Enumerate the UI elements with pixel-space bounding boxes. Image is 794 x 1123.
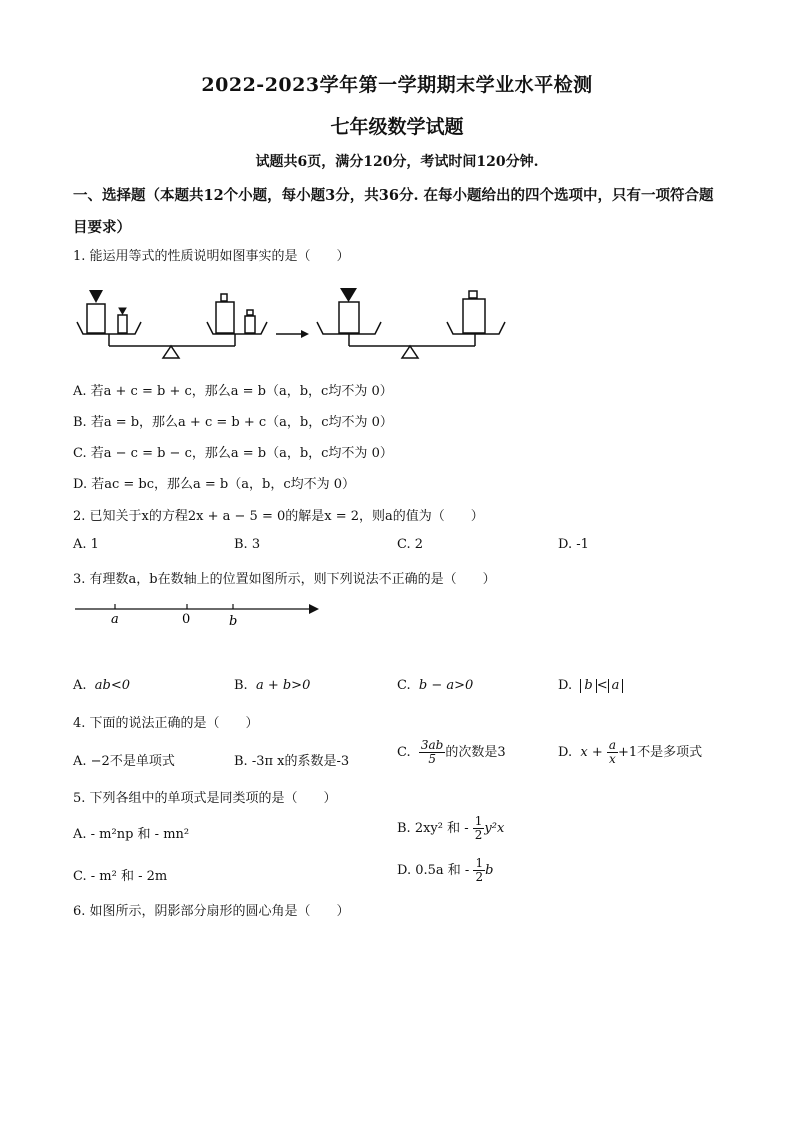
abs-b: b	[580, 679, 596, 693]
axis-label-zero: 0	[182, 612, 191, 627]
fraction-numerator: 3ab	[420, 738, 444, 752]
fraction-denominator: 5	[428, 752, 436, 766]
q4-stem: 4. 下面的说法正确的是（ ）	[73, 716, 259, 731]
q5-option-a[interactable]: A. - m²np 和 - mn²	[73, 827, 190, 842]
q1-option-d[interactable]: D. 若ac = bc，那么a = b（a，b，c均不为 0）	[73, 477, 356, 492]
option-text: B. 2xy² 和 -	[397, 821, 469, 836]
axis-label-a: a	[111, 612, 119, 627]
fraction	[419, 739, 445, 766]
option-label: C.	[397, 745, 411, 760]
exam-info: 试题共6页，满分120分，考试时间120分钟.	[255, 154, 539, 170]
option-expr: b	[485, 863, 494, 878]
option-text: D. 0.5a 和 -	[397, 863, 470, 878]
option-expr: y²x	[484, 821, 505, 836]
abs-a: a	[608, 679, 624, 693]
fraction-numerator: 1	[475, 856, 484, 870]
number-line-figure	[73, 600, 333, 640]
fraction-numerator: a	[608, 738, 617, 752]
fraction-numerator: 1	[474, 814, 483, 828]
q2-option-c[interactable]: C. 2	[397, 537, 424, 552]
q1-option-b[interactable]: B. 若a = b，那么a + c = b + c（a，b，c均不为 0）	[73, 415, 393, 430]
q5-option-b[interactable]	[397, 815, 504, 842]
option-expr: ab<0	[94, 678, 131, 693]
fraction-denominator: x	[609, 752, 616, 766]
q3-option-d[interactable]	[558, 678, 623, 693]
fraction	[607, 739, 618, 766]
q2-option-a[interactable]: A. 1	[73, 537, 99, 552]
option-label: C.	[397, 678, 411, 693]
q1-option-c[interactable]: C. 若a − c = b − c，那么a = b（a，b，c均不为 0）	[73, 446, 393, 461]
exam-title: 2022-2023学年第一学期期末学业水平检测	[201, 74, 593, 96]
q3-option-c[interactable]	[397, 678, 473, 693]
option-text: +1不是多项式	[618, 745, 703, 760]
fraction	[473, 857, 485, 884]
q2-stem: 2. 已知关于x的方程2x + a − 5 = 0的解是x = 2，则a的值为（ ）	[73, 509, 484, 524]
axis-label-b: b	[229, 614, 238, 629]
q3-option-b[interactable]	[234, 678, 310, 693]
option-expr: b − a>0	[418, 678, 474, 693]
option-label: B.	[234, 678, 248, 693]
less-than: <	[596, 678, 608, 693]
q5-option-c[interactable]: C. - m² 和 - 2m	[73, 869, 168, 884]
option-label: D.	[558, 678, 573, 693]
option-label: D.	[558, 745, 573, 760]
exam-subtitle: 七年级数学试题	[330, 116, 464, 138]
option-expr: x +	[580, 745, 603, 760]
q4-option-d[interactable]	[558, 739, 702, 766]
option-text: 的次数是3	[445, 745, 506, 760]
q4-option-c[interactable]	[397, 739, 506, 766]
fraction	[473, 815, 485, 842]
option-expr: a + b>0	[255, 678, 311, 693]
q1-stem: 1. 能运用等式的性质说明如图事实的是（ ）	[73, 249, 350, 264]
balance-scale-figure	[73, 282, 513, 362]
fraction-denominator: 2	[475, 870, 484, 884]
fraction-denominator: 2	[474, 828, 483, 842]
q2-option-b[interactable]: B. 3	[234, 537, 261, 552]
q4-option-a[interactable]: A. −2不是单项式	[73, 754, 175, 769]
q1-option-a[interactable]: A. 若a + c = b + c，那么a = b（a，b，c均不为 0）	[73, 384, 393, 399]
q4-option-b[interactable]: B. -3π x的系数是-3	[234, 754, 350, 769]
q6-stem: 6. 如图所示，阴影部分扇形的圆心角是（ ）	[73, 904, 350, 919]
q3-option-a[interactable]	[73, 678, 130, 693]
option-label: A.	[73, 678, 87, 693]
q3-stem: 3. 有理数a，b在数轴上的位置如图所示，则下列说法不正确的是（ ）	[73, 572, 496, 587]
section-heading: 一、选择题（本题共12个小题，每小题3分，共36分. 在每小题给出的四个选项中，只有一项符合题目要求）	[73, 187, 714, 236]
q5-stem: 5. 下列各组中的单项式是同类项的是（ ）	[73, 791, 337, 806]
q2-option-d[interactable]: D. -1	[558, 537, 589, 552]
q5-option-d[interactable]	[397, 857, 493, 884]
